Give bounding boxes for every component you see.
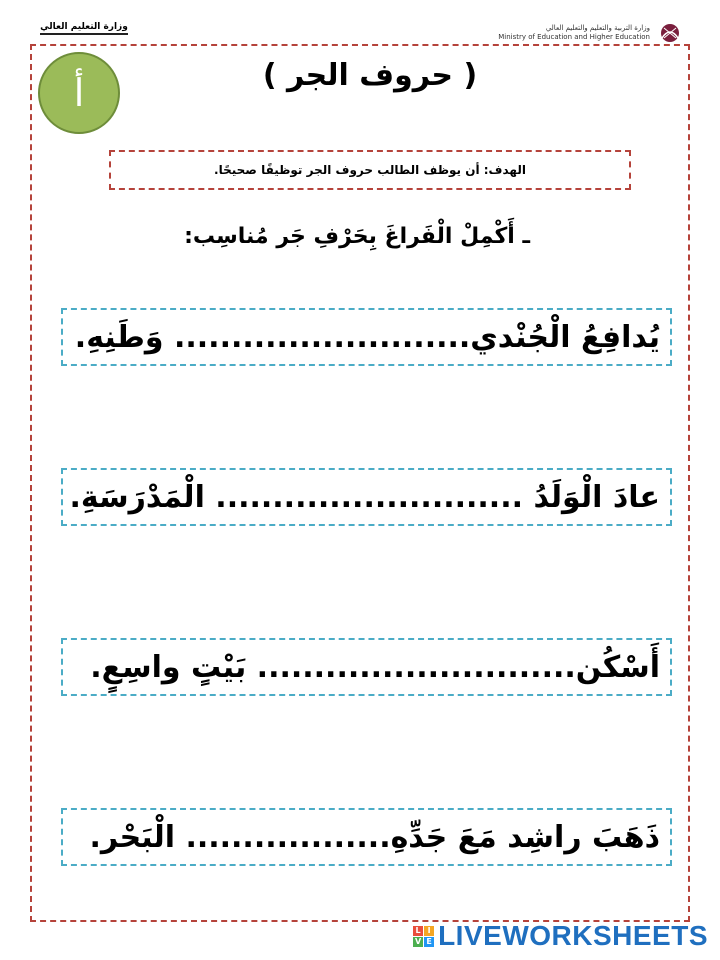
question-box[interactable] bbox=[61, 468, 672, 526]
question-text: ذَهَبَ راشِد مَعَ جَدِّهِ.................. الْبَحْر. bbox=[89, 819, 660, 855]
goal-box bbox=[109, 150, 631, 190]
section-badge bbox=[38, 52, 120, 134]
page-title: ( حروف الجر ) bbox=[262, 58, 478, 93]
goal-text: الهدف: أن يوظف الطالب حروف الجر توظيفًا صحيحًا. bbox=[214, 163, 526, 177]
ministry-right-arabic: وزارة التربية والتعليم والتعليم العالي bbox=[545, 24, 650, 32]
question-box[interactable] bbox=[61, 308, 672, 366]
liveworksheets-footer[interactable] bbox=[413, 918, 708, 954]
question-box[interactable] bbox=[61, 638, 672, 696]
question-text: عادَ الْوَلَدُ ........................... الْمَدْرَسَةِ. bbox=[69, 479, 660, 515]
question-text: يُدافِعُ الْجُنْدي.......................... وَطَنِهِ. bbox=[74, 319, 660, 355]
question-box[interactable] bbox=[61, 808, 672, 866]
ministry-name-left bbox=[34, 22, 134, 35]
ministry-left-text: وزارة التعليم العالي bbox=[40, 22, 128, 32]
instruction-text: ـ أَكْمِلْ الْفَراغَ بِحَرْفِ جَر مُناسِب: bbox=[184, 224, 530, 249]
ministry-name-right bbox=[490, 24, 650, 42]
qatar-emblem-icon bbox=[656, 22, 684, 44]
badge-letter: أ bbox=[73, 71, 85, 115]
liveworksheets-logo-icon: L I V E bbox=[413, 926, 434, 947]
ministry-right-english: Ministry of Education and Higher Education bbox=[498, 33, 650, 41]
liveworksheets-brand: LIVEWORKSHEETS bbox=[438, 920, 708, 951]
question-text: أَسْكُن............................ بَيْتٍ واسِعٍ. bbox=[90, 649, 660, 685]
divider bbox=[40, 33, 128, 35]
